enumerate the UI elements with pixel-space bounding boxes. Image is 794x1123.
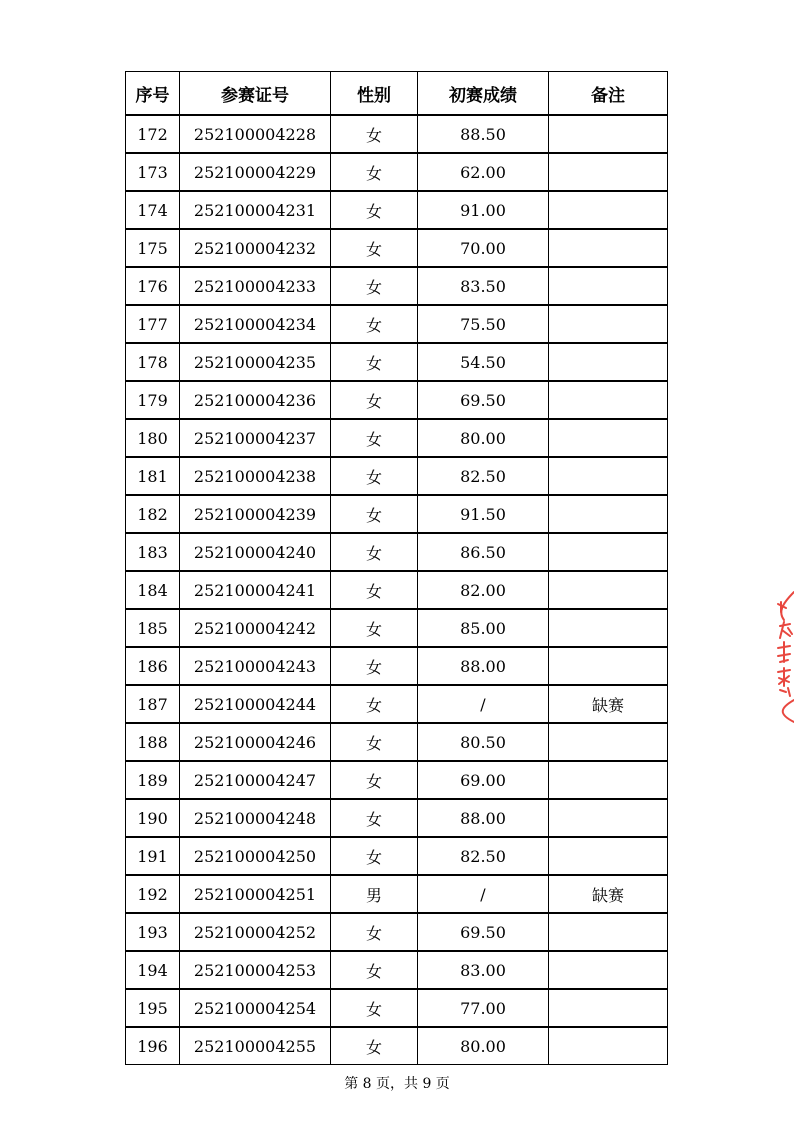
cell-seq: 173 [126,153,180,191]
cell-remark [549,609,668,647]
cell-seq: 180 [126,419,180,457]
cell-score: 62.00 [418,153,549,191]
cell-remark: 缺赛 [549,685,668,723]
cell-seq: 188 [126,723,180,761]
cell-gender: 女 [331,191,418,229]
cell-gender: 女 [331,799,418,837]
cell-seq: 174 [126,191,180,229]
cell-gender: 女 [331,951,418,989]
cell-cert-no: 252100004240 [180,533,331,571]
cell-seq: 177 [126,305,180,343]
cell-score: 70.00 [418,229,549,267]
cell-seq: 172 [126,115,180,153]
cell-remark [549,989,668,1027]
cell-score: 54.50 [418,343,549,381]
cell-seq: 187 [126,685,180,723]
cell-cert-no: 252100004238 [180,457,331,495]
cell-cert-no: 252100004237 [180,419,331,457]
cell-seq: 189 [126,761,180,799]
cell-gender: 女 [331,913,418,951]
cell-remark [549,723,668,761]
cell-seq: 196 [126,1027,180,1065]
cell-cert-no: 252100004235 [180,343,331,381]
cell-remark [549,799,668,837]
cell-seq: 178 [126,343,180,381]
cell-remark [549,267,668,305]
cell-gender: 女 [331,305,418,343]
table-row [126,419,668,457]
cell-remark [549,837,668,875]
header-seq: 序号 [126,72,180,116]
cell-score: 82.50 [418,837,549,875]
cell-score: 77.00 [418,989,549,1027]
cell-remark [549,419,668,457]
cell-seq: 181 [126,457,180,495]
cell-cert-no: 252100004254 [180,989,331,1027]
cell-remark [549,381,668,419]
cell-score: / [418,875,549,913]
cell-remark [549,343,668,381]
cell-gender: 女 [331,1027,418,1065]
cell-cert-no: 252100004247 [180,761,331,799]
cell-score: 91.00 [418,191,549,229]
table-row [126,305,668,343]
cell-score: 83.00 [418,951,549,989]
table-row [126,495,668,533]
cell-seq: 182 [126,495,180,533]
cell-seq: 191 [126,837,180,875]
table-row [126,799,668,837]
cell-remark [549,305,668,343]
cell-cert-no: 252100004233 [180,267,331,305]
table-row [126,457,668,495]
cell-remark [549,229,668,267]
cell-score: 82.50 [418,457,549,495]
cell-score: 88.00 [418,799,549,837]
table-row [126,609,668,647]
cell-remark [549,495,668,533]
cell-gender: 男 [331,875,418,913]
table-row [126,685,668,723]
cell-cert-no: 252100004241 [180,571,331,609]
cell-cert-no: 252100004248 [180,799,331,837]
table-row [126,913,668,951]
cell-gender: 女 [331,457,418,495]
table-row [126,571,668,609]
cell-gender: 女 [331,571,418,609]
cell-gender: 女 [331,723,418,761]
cell-cert-no: 252100004255 [180,1027,331,1065]
cell-gender: 女 [331,685,418,723]
cell-remark [549,191,668,229]
table-row [126,837,668,875]
table-row [126,191,668,229]
table-row [126,267,668,305]
cell-gender: 女 [331,153,418,191]
cell-score: 69.50 [418,913,549,951]
page-footer: 第 8 页，共 9 页 [344,1076,450,1092]
header-gender: 性别 [331,72,418,116]
cell-remark [549,571,668,609]
table-row [126,1027,668,1065]
table-row [126,875,668,913]
cell-cert-no: 252100004253 [180,951,331,989]
cell-score: / [418,685,549,723]
cell-remark [549,115,668,153]
cell-remark [549,647,668,685]
cell-cert-no: 252100004250 [180,837,331,875]
cell-seq: 195 [126,989,180,1027]
table-row [126,115,668,153]
cell-seq: 183 [126,533,180,571]
cell-gender: 女 [331,343,418,381]
header-cert-no: 参赛证号 [180,72,331,116]
cell-remark [549,1027,668,1065]
cell-remark [549,457,668,495]
cell-cert-no: 252100004231 [180,191,331,229]
cell-score: 85.00 [418,609,549,647]
cell-cert-no: 252100004239 [180,495,331,533]
cell-seq: 192 [126,875,180,913]
table-row [126,229,668,267]
cell-gender: 女 [331,381,418,419]
cell-seq: 186 [126,647,180,685]
cell-score: 80.00 [418,1027,549,1065]
cell-seq: 193 [126,913,180,951]
cell-gender: 女 [331,609,418,647]
cell-score: 80.50 [418,723,549,761]
header-score: 初赛成绩 [418,72,549,116]
cell-gender: 女 [331,533,418,571]
cell-remark [549,951,668,989]
cell-cert-no: 252100004251 [180,875,331,913]
cell-seq: 194 [126,951,180,989]
table-row [126,951,668,989]
cell-gender: 女 [331,419,418,457]
cell-cert-no: 252100004236 [180,381,331,419]
cell-gender: 女 [331,115,418,153]
cell-gender: 女 [331,495,418,533]
table-row [126,533,668,571]
cell-score: 82.00 [418,571,549,609]
cell-seq: 185 [126,609,180,647]
table-row [126,647,668,685]
cell-score: 86.50 [418,533,549,571]
cell-cert-no: 252100004252 [180,913,331,951]
cell-cert-no: 252100004234 [180,305,331,343]
cell-cert-no: 252100004244 [180,685,331,723]
cell-score: 83.50 [418,267,549,305]
table-header-row [126,72,668,116]
header-remark: 备注 [549,72,668,116]
table-row [126,153,668,191]
cell-gender: 女 [331,989,418,1027]
cell-gender: 女 [331,267,418,305]
cell-gender: 女 [331,761,418,799]
cell-seq: 175 [126,229,180,267]
cell-score: 80.00 [418,419,549,457]
cell-score: 88.50 [418,115,549,153]
cell-seq: 179 [126,381,180,419]
cell-cert-no: 252100004246 [180,723,331,761]
cell-seq: 176 [126,267,180,305]
cell-cert-no: 252100004242 [180,609,331,647]
cell-gender: 女 [331,647,418,685]
cell-gender: 女 [331,837,418,875]
cell-cert-no: 252100004232 [180,229,331,267]
cell-remark [549,153,668,191]
cell-remark [549,761,668,799]
cell-cert-no: 252100004229 [180,153,331,191]
cell-cert-no: 252100004243 [180,647,331,685]
seal-icon [772,590,794,724]
cell-score: 75.50 [418,305,549,343]
table-body [126,115,668,1065]
cell-seq: 184 [126,571,180,609]
cell-seq: 190 [126,799,180,837]
cell-remark: 缺赛 [549,875,668,913]
cell-cert-no: 252100004228 [180,115,331,153]
table-row [126,761,668,799]
cell-score: 69.00 [418,761,549,799]
table-row [126,723,668,761]
cell-score: 69.50 [418,381,549,419]
cell-gender: 女 [331,229,418,267]
score-table [125,71,668,1065]
table-row [126,343,668,381]
cell-remark [549,533,668,571]
cell-remark [549,913,668,951]
table-row [126,989,668,1027]
cell-score: 91.50 [418,495,549,533]
table-row [126,381,668,419]
cell-score: 88.00 [418,647,549,685]
